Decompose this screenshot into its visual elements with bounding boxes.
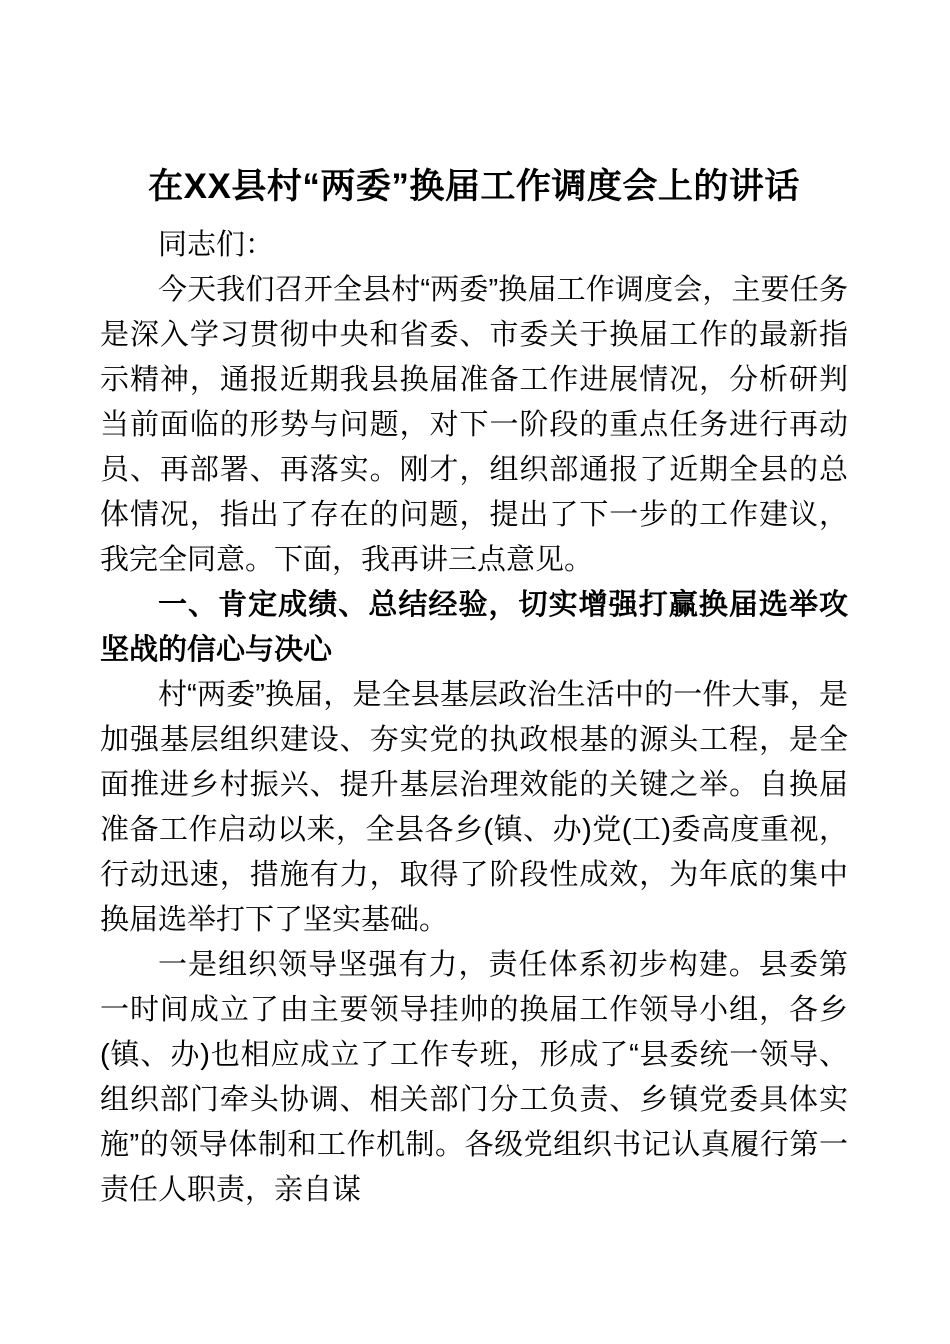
paragraph: 村“两委”换届，是全县基层政治生活中的一件大事，是加强基层组织建设、夯实党的执政根基的源头工程，是全面推进乡村振兴、提升基层治理效能的关键之举。自换届准备工作启动以来，全县各乡(镇、办)党(工)委高度重视，行动迅速，措施有力，取得了阶段性成效，为年底的集中换届选举打下了坚实基础。 — [100, 679, 848, 936]
section-heading: 一、肯定成绩、总结经验，切实增强打赢换届选举攻坚战的信心与决心 — [100, 589, 848, 666]
document-body — [100, 223, 848, 1213]
document-title: 在XX县村“两委”换届工作调度会上的讲话 — [148, 167, 800, 206]
paragraph: 今天我们召开全县村“两委”换届工作调度会，主要任务是深入学习贯彻中央和省委、市委关于换届工作的最新指示精神，通报近期我县换届准备工作进展情况，分析研判当前面临的形势与问题，对下一阶段的重点任务进行再动员、再部署、再落实。刚才，组织部通报了近期全县的总体情况，指出了存在的问题，提出了下一步的工作建议，我完全同意。下面，我再讲三点意见。 — [100, 274, 848, 576]
paragraph: 一是组织领导坚强有力，责任体系初步构建。县委第一时间成立了由主要领导挂帅的换届工作领导小组，各乡(镇、办)也相应成立了工作专班，形成了“县委统一领导、组织部门牵头协调、相关部门分工负责、乡镇党委具体实施”的领导体制和工作机制。各级党组织书记认真履行第一责任人职责，亲自谋 — [100, 949, 848, 1206]
paragraph: 同志们： — [158, 229, 275, 261]
